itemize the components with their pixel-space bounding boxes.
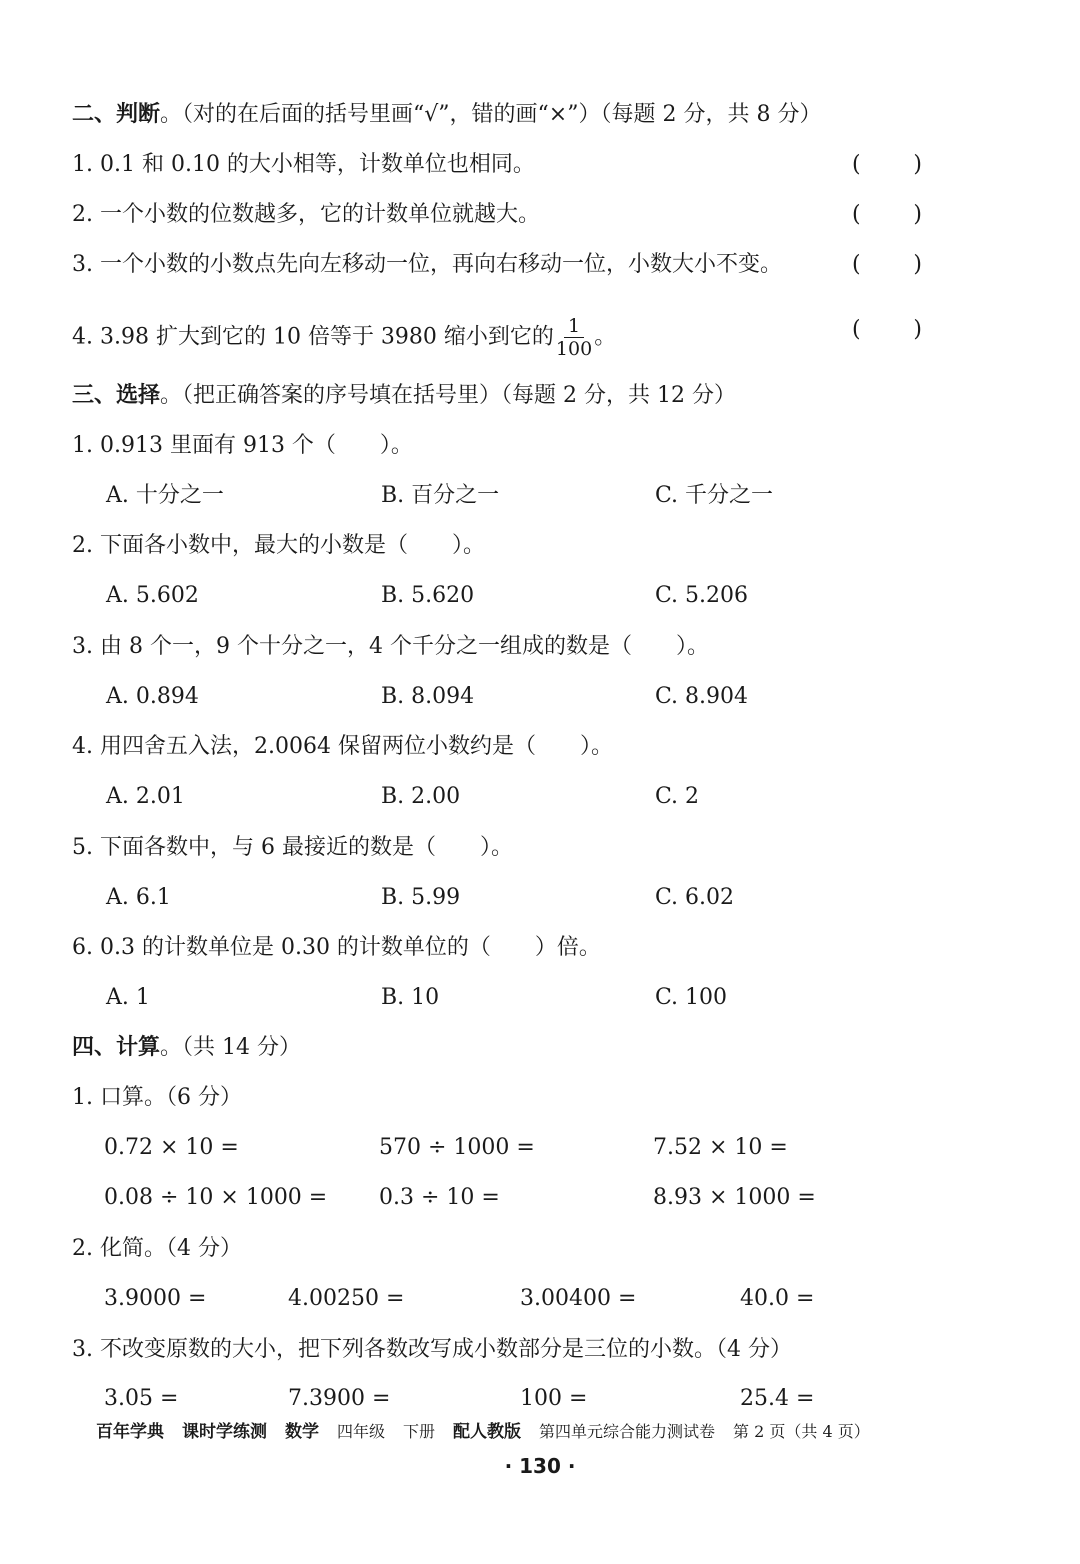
footer-volume: 下册	[403, 1422, 436, 1441]
section-4-description: 。（共 14 分）	[160, 1035, 302, 1060]
section-3-title: 选择	[116, 383, 161, 408]
answer-parens-3[interactable]: ( )	[852, 252, 922, 277]
choice-6-option-b[interactable]: B. 10	[381, 985, 440, 1010]
choice-3-option-c[interactable]: C. 8.904	[655, 684, 749, 709]
choice-5-option-c[interactable]: C. 6.02	[655, 885, 735, 910]
choice-1-option-b[interactable]: B. 百分之一	[381, 483, 500, 508]
choice-question-2: 2. 下面各小数中，最大的小数是（ ）。	[72, 533, 485, 558]
choice-question-3: 3. 由 8 个一，9 个十分之一，4 个千分之一组成的数是（ ）。	[72, 634, 709, 659]
mental-math-problem: 0.72 × 10 =	[104, 1135, 239, 1160]
choice-question-4: 4. 用四舍五入法，2.0064 保留两位小数约是（ ）。	[72, 734, 613, 759]
choice-4-option-a[interactable]: A. 2.01	[106, 784, 185, 809]
mental-math-problem: 7.52 × 10 =	[653, 1135, 788, 1160]
section-4-heading	[72, 1033, 930, 1063]
judge-item-4: 4. 3.98 扩大到它的 10 倍等于 3980 缩小到它的 $\frac{1}{100}$ 。	[72, 315, 617, 360]
choice-1-option-c[interactable]: C. 千分之一	[655, 483, 774, 508]
rewrite-problem: 7.3900 =	[288, 1386, 391, 1411]
mental-math-title: 1. 口算。（6 分）	[72, 1085, 242, 1110]
judge-item-2: 2. 一个小数的位数越多，它的计数单位就越大。	[72, 202, 540, 227]
answer-parens-1[interactable]: ( )	[852, 152, 922, 177]
choice-2-option-a[interactable]: A. 5.602	[106, 583, 199, 608]
choice-question-1: 1. 0.913 里面有 913 个（ ）。	[72, 433, 413, 458]
choice-3-option-b[interactable]: B. 8.094	[381, 684, 475, 709]
choice-6-option-c[interactable]: C. 100	[655, 985, 728, 1010]
simplify-problem: 3.9000 =	[104, 1286, 207, 1311]
mental-math-problem: 0.3 ÷ 10 =	[379, 1185, 500, 1210]
answer-parens-4[interactable]: ( )	[852, 317, 922, 342]
section-2-heading	[72, 100, 930, 130]
mental-math-problem: 570 ÷ 1000 =	[379, 1135, 535, 1160]
choice-4-option-b[interactable]: B. 2.00	[381, 784, 461, 809]
simplify-problem: 4.00250 =	[288, 1286, 405, 1311]
page-footer	[96, 1420, 930, 1444]
section-2-description: 。（对的在后面的括号里画“√”，错的画“×”）（每题 2 分，共 8 分）	[160, 102, 822, 127]
judge-item-3: 3. 一个小数的小数点先向左移动一位，再向右移动一位，小数大小不变。	[72, 252, 782, 277]
rewrite-problem: 3.05 =	[104, 1386, 179, 1411]
choice-3-option-a[interactable]: A. 0.894	[106, 684, 199, 709]
simplify-problem: 40.0 =	[740, 1286, 815, 1311]
section-2-title: 判断	[116, 102, 161, 127]
judge-item-1: 1. 0.1 和 0.10 的大小相等，计数单位也相同。	[72, 152, 535, 177]
section-4-title: 计算	[116, 1035, 161, 1060]
simplify-problem: 3.00400 =	[520, 1286, 637, 1311]
choice-6-option-a[interactable]: A. 1	[106, 985, 150, 1010]
section-4-number: 四、	[72, 1035, 117, 1060]
rewrite-title: 3. 不改变原数的大小，把下列各数改写成小数部分是三位的小数。（4 分）	[72, 1337, 792, 1362]
judge-item-4-text: 4. 3.98 扩大到它的 10 倍等于 3980 缩小到它的	[72, 324, 554, 350]
footer-test-title: 第四单元综合能力测试卷	[539, 1422, 716, 1441]
footer-page-info: 第 2 页（共 4 页）	[733, 1422, 870, 1441]
choice-2-option-b[interactable]: B. 5.620	[381, 583, 475, 608]
footer-subject: 数学	[285, 1422, 319, 1442]
mental-math-problem: 0.08 ÷ 10 × 1000 =	[104, 1185, 328, 1210]
rewrite-problem: 25.4 =	[740, 1386, 815, 1411]
choice-1-option-a[interactable]: A. 十分之一	[106, 483, 224, 508]
answer-parens-2[interactable]: ( )	[852, 202, 922, 227]
choice-5-option-a[interactable]: A. 6.1	[106, 885, 171, 910]
choice-4-option-c[interactable]: C. 2	[655, 784, 700, 809]
choice-question-5: 5. 下面各数中，与 6 最接近的数是（ ）。	[72, 835, 513, 860]
footer-grade: 四年级	[337, 1422, 386, 1441]
section-3-number: 三、	[72, 383, 117, 408]
choice-5-option-b[interactable]: B. 5.99	[381, 885, 461, 910]
footer-edition: 配人教版	[453, 1422, 522, 1442]
footer-brand: 百年学典	[96, 1422, 164, 1442]
footer-series: 课时学练测	[182, 1422, 267, 1442]
section-2-number: 二、	[72, 102, 117, 127]
rewrite-problem: 100 =	[520, 1386, 588, 1411]
choice-question-6: 6. 0.3 的计数单位是 0.30 的计数单位的（ ）倍。	[72, 935, 601, 960]
page-number: · 130 ·	[504, 1454, 576, 1478]
mental-math-problem: 8.93 × 1000 =	[653, 1185, 816, 1210]
section-3-description: 。（把正确答案的序号填在括号里）（每题 2 分，共 12 分）	[160, 383, 736, 408]
choice-2-option-c[interactable]: C. 5.206	[655, 583, 749, 608]
section-3-heading	[72, 381, 930, 411]
simplify-title: 2. 化简。（4 分）	[72, 1236, 242, 1261]
fraction-one-hundredth: $\frac{1}{100}$	[555, 315, 593, 360]
